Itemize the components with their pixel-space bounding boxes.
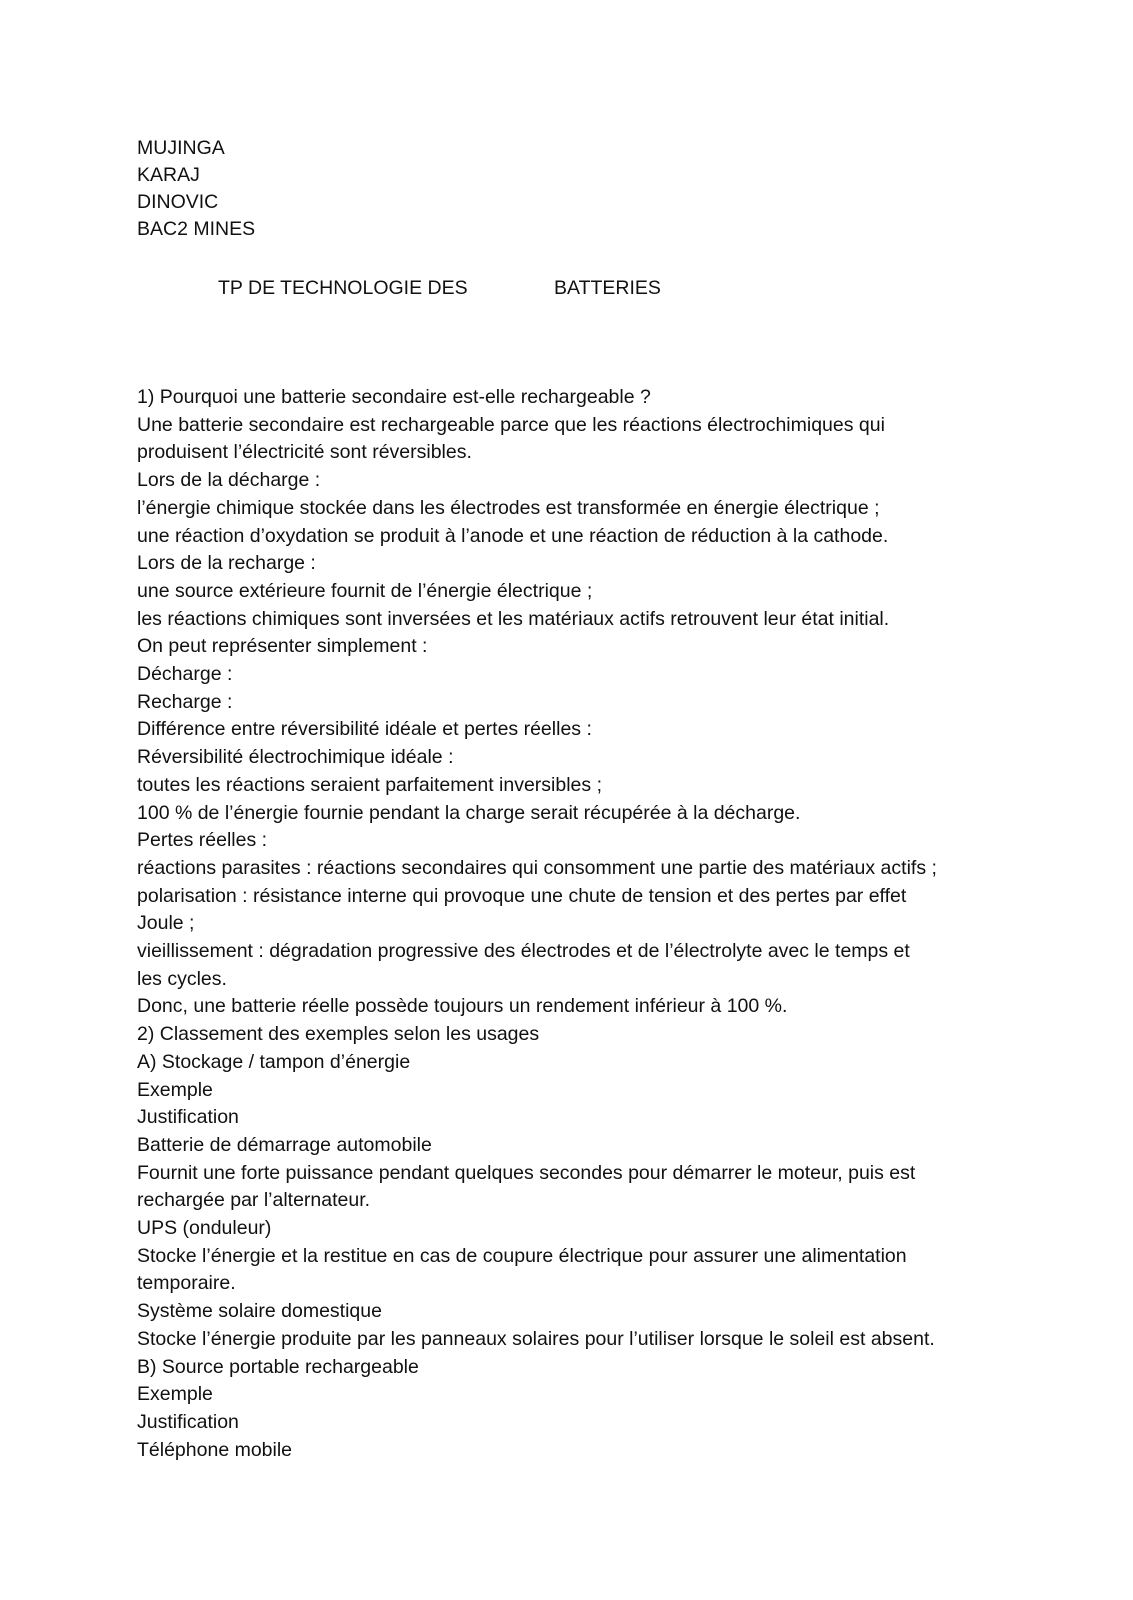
body-line: Lors de la recharge : <box>137 552 316 575</box>
body-line: une réaction d’oxydation se produit à l’anode et une réaction de réduction à la cathode. <box>137 524 889 547</box>
body-line: Système solaire domestique <box>137 1300 382 1323</box>
body-line: Stocke l’énergie produite par les panneaux solaires pour l’utiliser lorsque le soleil est absent. <box>137 1327 935 1350</box>
document-title-part2: BATTERIES <box>554 277 661 299</box>
body-line: 2) Classement des exemples selon les usages <box>137 1023 540 1046</box>
body-line: 100 % de l’énergie fournie pendant la charge serait récupérée à la décharge. <box>137 801 801 824</box>
body-line: Décharge : <box>137 663 233 685</box>
body-line: une source extérieure fournit de l’énergie électrique ; <box>137 579 593 602</box>
body-line: Batterie de démarrage automobile <box>137 1133 432 1156</box>
class-label: BAC2 MINES <box>137 218 256 240</box>
body-line: Donc, une batterie réelle possède toujours un rendement inférieur à 100 %. <box>137 995 788 1018</box>
document-title-part1: TP DE TECHNOLOGIE DES <box>218 277 468 299</box>
body-line: Différence entre réversibilité idéale et pertes réelles : <box>137 718 592 741</box>
author-name: MUJINGA <box>137 137 225 159</box>
body-line: Une batterie secondaire est rechargeable parce que les réactions électrochimiques qui <box>137 413 885 436</box>
body-line: produisent l’électricité sont réversibles. <box>137 441 472 464</box>
author-name: KARAJ <box>137 164 200 186</box>
body-line: Pertes réelles : <box>137 829 268 852</box>
body-line: Fournit une forte puissance pendant quelques secondes pour démarrer le moteur, puis est <box>137 1161 916 1184</box>
body-line: Justification <box>137 1106 239 1129</box>
body-line: Exemple <box>137 1383 213 1406</box>
body-line: A) Stockage / tampon d’énergie <box>137 1050 411 1073</box>
body-line: Lors de la décharge : <box>137 469 321 492</box>
body-line: Exemple <box>137 1078 213 1101</box>
body-line: les cycles. <box>137 967 227 990</box>
body-line: vieillissement : dégradation progressive des électrodes et de l’électrolyte avec le temps et <box>137 940 910 962</box>
body-line: 1) Pourquoi une batterie secondaire est-elle rechargeable ? <box>137 386 651 408</box>
author-name: DINOVIC <box>137 191 219 213</box>
body-line: Réversibilité électrochimique idéale : <box>137 746 454 769</box>
body-line: Recharge : <box>137 690 233 713</box>
body-line: temporaire. <box>137 1272 236 1295</box>
body-line: rechargée par l’alternateur. <box>137 1189 371 1212</box>
body-line: Justification <box>137 1410 239 1433</box>
body-line: B) Source portable rechargeable <box>137 1355 419 1378</box>
body-line: Téléphone mobile <box>137 1438 293 1461</box>
body-line: les réactions chimiques sont inversées et les matériaux actifs retrouvent leur état initial. <box>137 607 890 630</box>
body-line: Joule ; <box>137 912 195 935</box>
body-line: polarisation : résistance interne qui provoque une chute de tension et des pertes par effet <box>137 884 907 907</box>
body-line: l’énergie chimique stockée dans les électrodes est transformée en énergie électrique ; <box>137 496 880 519</box>
body-line: On peut représenter simplement : <box>137 635 428 658</box>
body-line: Stocke l’énergie et la restitue en cas de coupure électrique pour assurer une alimentation <box>137 1244 907 1267</box>
body-line: réactions parasites : réactions secondaires qui consomment une partie des matériaux actifs ; <box>137 856 937 879</box>
body-line: toutes les réactions seraient parfaitement inversibles ; <box>137 773 602 796</box>
body-line: UPS (onduleur) <box>137 1217 272 1239</box>
